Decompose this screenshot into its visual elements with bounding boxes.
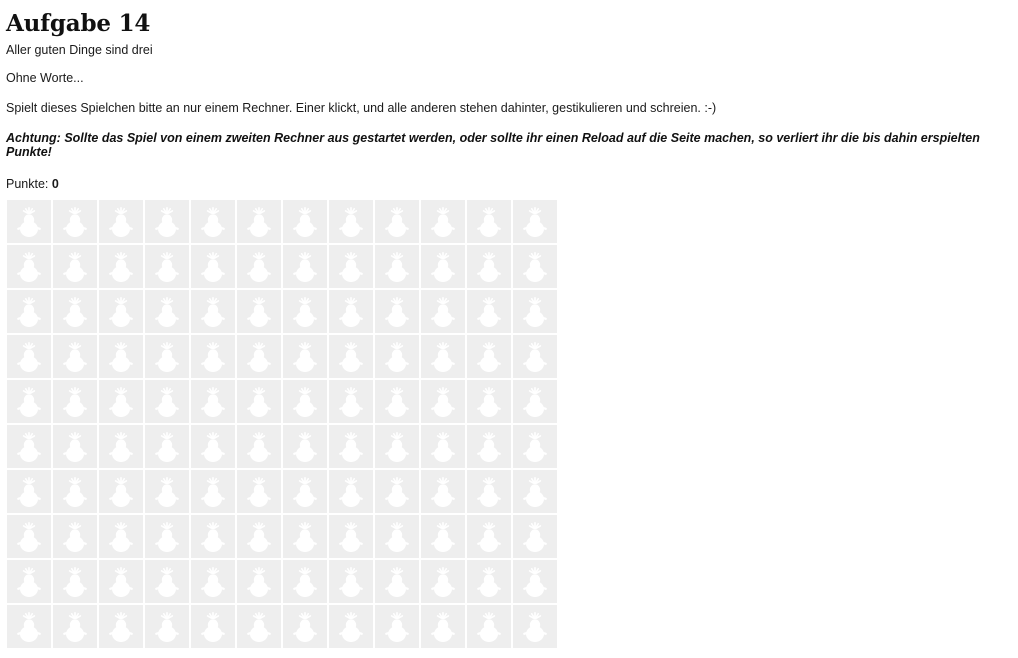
intro-paragraph-2: Spielt dieses Spielchen bitte an nur einem Rechner. Einer klickt, und alle anderen stehen dahinter, gestikulieren und schreien. :-) — [6, 101, 717, 115]
mole-icon — [152, 206, 182, 238]
mole-icon — [14, 521, 44, 553]
mole-cell[interactable] — [420, 289, 466, 334]
mole-cell[interactable] — [328, 199, 374, 244]
mole-icon — [290, 386, 320, 418]
mole-icon — [290, 341, 320, 373]
mole-cell[interactable] — [282, 334, 328, 379]
mole-icon — [14, 341, 44, 373]
mole-cell[interactable] — [144, 559, 190, 604]
mole-cell[interactable] — [374, 604, 420, 649]
mole-cell[interactable] — [52, 604, 98, 649]
mole-icon — [474, 386, 504, 418]
mole-cell[interactable] — [374, 289, 420, 334]
mole-cell[interactable] — [6, 424, 52, 469]
mole-cell[interactable] — [282, 289, 328, 334]
mole-icon — [60, 251, 90, 283]
mole-cell[interactable] — [374, 559, 420, 604]
mole-icon — [152, 611, 182, 643]
mole-icon — [14, 476, 44, 508]
mole-icon — [336, 611, 366, 643]
mole-icon — [474, 521, 504, 553]
mole-icon — [336, 341, 366, 373]
mole-icon — [336, 206, 366, 238]
mole-icon — [382, 206, 412, 238]
mole-icon — [244, 296, 274, 328]
mole-icon — [290, 611, 320, 643]
mole-icon — [428, 296, 458, 328]
mole-icon — [14, 566, 44, 598]
mole-icon — [60, 521, 90, 553]
mole-cell[interactable] — [190, 244, 236, 289]
mole-cell[interactable] — [6, 469, 52, 514]
mole-icon — [428, 386, 458, 418]
mole-grid — [6, 199, 558, 649]
score-label: Punkte: — [6, 177, 49, 191]
mole-icon — [106, 341, 136, 373]
mole-icon — [382, 386, 412, 418]
mole-icon — [198, 611, 228, 643]
mole-icon — [520, 206, 550, 238]
mole-cell[interactable] — [144, 469, 190, 514]
mole-icon — [14, 611, 44, 643]
mole-icon — [244, 206, 274, 238]
mole-cell[interactable] — [98, 379, 144, 424]
mole-icon — [60, 611, 90, 643]
mole-icon — [474, 476, 504, 508]
mole-icon — [14, 296, 44, 328]
mole-icon — [428, 566, 458, 598]
mole-icon — [198, 476, 228, 508]
mole-icon — [152, 431, 182, 463]
mole-cell[interactable] — [512, 334, 558, 379]
mole-icon — [382, 431, 412, 463]
mole-icon — [244, 251, 274, 283]
score-line — [6, 177, 1018, 191]
mole-icon — [152, 521, 182, 553]
mole-cell[interactable] — [190, 424, 236, 469]
mole-icon — [428, 251, 458, 283]
mole-cell[interactable] — [52, 514, 98, 559]
mole-cell[interactable] — [512, 514, 558, 559]
mole-icon — [106, 431, 136, 463]
warning-text: Achtung: Sollte das Spiel von einem zweiten Rechner aus gestartet werden, oder sollte ihr einen Reload auf die Seite machen, so verliert ihr die bis dahin erspielten Punkte! — [6, 131, 980, 159]
mole-icon — [520, 476, 550, 508]
mole-cell[interactable] — [512, 199, 558, 244]
mole-cell[interactable] — [236, 424, 282, 469]
mole-cell[interactable] — [512, 379, 558, 424]
mole-cell[interactable] — [52, 334, 98, 379]
mole-cell[interactable] — [512, 469, 558, 514]
mole-cell[interactable] — [6, 244, 52, 289]
mole-icon — [198, 296, 228, 328]
mole-cell[interactable] — [466, 424, 512, 469]
mole-icon — [198, 341, 228, 373]
mole-cell[interactable] — [144, 514, 190, 559]
mole-icon — [520, 431, 550, 463]
mole-icon — [290, 296, 320, 328]
mole-icon — [244, 521, 274, 553]
mole-icon — [198, 521, 228, 553]
mole-icon — [244, 386, 274, 418]
mole-cell[interactable] — [190, 559, 236, 604]
mole-icon — [428, 431, 458, 463]
mole-icon — [244, 476, 274, 508]
mole-icon — [244, 611, 274, 643]
mole-icon — [106, 386, 136, 418]
mole-icon — [520, 296, 550, 328]
mole-icon — [382, 566, 412, 598]
mole-cell[interactable] — [98, 199, 144, 244]
mole-cell[interactable] — [282, 604, 328, 649]
mole-cell[interactable] — [98, 334, 144, 379]
mole-cell[interactable] — [144, 199, 190, 244]
mole-cell[interactable] — [98, 469, 144, 514]
mole-icon — [198, 206, 228, 238]
mole-icon — [60, 431, 90, 463]
mole-cell[interactable] — [6, 334, 52, 379]
mole-cell[interactable] — [190, 289, 236, 334]
mole-cell[interactable] — [236, 559, 282, 604]
mole-icon — [474, 251, 504, 283]
mole-cell[interactable] — [374, 334, 420, 379]
mole-icon — [152, 251, 182, 283]
mole-cell[interactable] — [466, 244, 512, 289]
mole-icon — [244, 566, 274, 598]
mole-icon — [336, 386, 366, 418]
mole-cell[interactable] — [282, 379, 328, 424]
mole-icon — [198, 431, 228, 463]
mole-cell[interactable] — [144, 244, 190, 289]
mole-icon — [152, 341, 182, 373]
mole-cell[interactable] — [282, 424, 328, 469]
mole-icon — [198, 566, 228, 598]
mole-cell[interactable] — [420, 199, 466, 244]
mole-cell[interactable] — [236, 514, 282, 559]
mole-icon — [382, 611, 412, 643]
mole-icon — [290, 566, 320, 598]
page-title: Aufgabe 14 — [6, 10, 151, 37]
mole-icon — [60, 476, 90, 508]
mole-cell[interactable] — [420, 379, 466, 424]
mole-cell[interactable] — [282, 469, 328, 514]
mole-icon — [520, 566, 550, 598]
mole-cell[interactable] — [190, 199, 236, 244]
mole-icon — [152, 476, 182, 508]
mole-icon — [152, 566, 182, 598]
mole-icon — [474, 566, 504, 598]
mole-icon — [14, 386, 44, 418]
mole-cell[interactable] — [144, 424, 190, 469]
mole-cell[interactable] — [420, 604, 466, 649]
mole-icon — [474, 206, 504, 238]
page-subtitle: Aller guten Dinge sind drei — [6, 43, 153, 57]
mole-cell[interactable] — [144, 379, 190, 424]
mole-cell[interactable] — [190, 469, 236, 514]
mole-cell[interactable] — [328, 469, 374, 514]
mole-icon — [336, 251, 366, 283]
mole-icon — [14, 206, 44, 238]
mole-cell[interactable] — [282, 514, 328, 559]
mole-cell[interactable] — [6, 289, 52, 334]
mole-cell[interactable] — [98, 514, 144, 559]
mole-icon — [336, 521, 366, 553]
mole-cell[interactable] — [52, 244, 98, 289]
mole-cell[interactable] — [420, 514, 466, 559]
mole-icon — [520, 386, 550, 418]
mole-cell[interactable] — [6, 604, 52, 649]
mole-cell[interactable] — [236, 379, 282, 424]
mole-icon — [106, 566, 136, 598]
mole-cell[interactable] — [512, 424, 558, 469]
mole-cell[interactable] — [282, 199, 328, 244]
mole-cell[interactable] — [328, 289, 374, 334]
mole-cell[interactable] — [512, 289, 558, 334]
mole-cell[interactable] — [328, 424, 374, 469]
mole-cell[interactable] — [236, 334, 282, 379]
mole-icon — [336, 566, 366, 598]
mole-cell[interactable] — [236, 604, 282, 649]
mole-cell[interactable] — [512, 559, 558, 604]
mole-icon — [198, 251, 228, 283]
mole-cell[interactable] — [420, 334, 466, 379]
mole-icon — [290, 521, 320, 553]
mole-icon — [290, 251, 320, 283]
mole-icon — [474, 431, 504, 463]
mole-icon — [106, 296, 136, 328]
mole-icon — [152, 296, 182, 328]
mole-cell[interactable] — [328, 604, 374, 649]
mole-cell[interactable] — [374, 379, 420, 424]
mole-cell[interactable] — [52, 199, 98, 244]
mole-cell[interactable] — [6, 379, 52, 424]
mole-cell[interactable] — [52, 469, 98, 514]
mole-cell[interactable] — [420, 469, 466, 514]
mole-cell[interactable] — [328, 379, 374, 424]
mole-icon — [336, 476, 366, 508]
mole-cell[interactable] — [466, 289, 512, 334]
mole-cell[interactable] — [466, 559, 512, 604]
mole-icon — [428, 206, 458, 238]
mole-icon — [152, 386, 182, 418]
mole-icon — [474, 611, 504, 643]
mole-icon — [474, 341, 504, 373]
mole-cell[interactable] — [144, 604, 190, 649]
mole-icon — [520, 611, 550, 643]
mole-cell[interactable] — [328, 559, 374, 604]
mole-icon — [382, 476, 412, 508]
mole-cell[interactable] — [236, 199, 282, 244]
mole-icon — [290, 206, 320, 238]
mole-cell[interactable] — [466, 199, 512, 244]
mole-cell[interactable] — [512, 244, 558, 289]
mole-cell[interactable] — [144, 289, 190, 334]
mole-icon — [198, 386, 228, 418]
mole-cell[interactable] — [236, 289, 282, 334]
mole-icon — [382, 521, 412, 553]
mole-icon — [382, 251, 412, 283]
mole-icon — [428, 521, 458, 553]
mole-cell[interactable] — [6, 199, 52, 244]
mole-icon — [14, 251, 44, 283]
mole-icon — [428, 341, 458, 373]
mole-icon — [382, 296, 412, 328]
mole-cell[interactable] — [328, 514, 374, 559]
mole-cell[interactable] — [374, 514, 420, 559]
mole-icon — [520, 251, 550, 283]
mole-cell[interactable] — [144, 334, 190, 379]
mole-cell[interactable] — [190, 604, 236, 649]
mole-icon — [428, 476, 458, 508]
mole-cell[interactable] — [98, 289, 144, 334]
mole-icon — [244, 431, 274, 463]
mole-icon — [290, 476, 320, 508]
mole-icon — [520, 521, 550, 553]
mole-cell[interactable] — [328, 334, 374, 379]
mole-cell[interactable] — [6, 514, 52, 559]
mole-icon — [60, 386, 90, 418]
mole-icon — [382, 341, 412, 373]
mole-cell[interactable] — [466, 514, 512, 559]
mole-icon — [106, 251, 136, 283]
mole-cell[interactable] — [98, 424, 144, 469]
mole-cell[interactable] — [98, 559, 144, 604]
mole-cell[interactable] — [374, 424, 420, 469]
intro-paragraph-1: Ohne Worte... — [6, 71, 84, 85]
mole-icon — [474, 296, 504, 328]
mole-icon — [60, 341, 90, 373]
mole-icon — [60, 206, 90, 238]
mole-cell[interactable] — [236, 244, 282, 289]
mole-cell[interactable] — [190, 514, 236, 559]
mole-cell[interactable] — [328, 244, 374, 289]
mole-cell[interactable] — [52, 379, 98, 424]
mole-cell[interactable] — [466, 469, 512, 514]
mole-cell[interactable] — [466, 604, 512, 649]
mole-cell[interactable] — [190, 334, 236, 379]
mole-cell[interactable] — [420, 244, 466, 289]
mole-icon — [60, 566, 90, 598]
mole-cell[interactable] — [374, 199, 420, 244]
mole-icon — [14, 431, 44, 463]
mole-icon — [244, 341, 274, 373]
mole-cell[interactable] — [282, 244, 328, 289]
mole-cell[interactable] — [282, 559, 328, 604]
mole-cell[interactable] — [98, 244, 144, 289]
mole-icon — [106, 611, 136, 643]
mole-cell[interactable] — [236, 469, 282, 514]
mole-icon — [520, 341, 550, 373]
mole-cell[interactable] — [512, 604, 558, 649]
mole-cell[interactable] — [98, 604, 144, 649]
mole-cell[interactable] — [374, 469, 420, 514]
mole-cell[interactable] — [466, 379, 512, 424]
mole-cell[interactable] — [420, 424, 466, 469]
mole-cell[interactable] — [6, 559, 52, 604]
mole-cell[interactable] — [420, 559, 466, 604]
mole-icon — [60, 296, 90, 328]
mole-icon — [106, 476, 136, 508]
mole-icon — [428, 611, 458, 643]
mole-icon — [336, 431, 366, 463]
mole-cell[interactable] — [52, 559, 98, 604]
mole-icon — [106, 521, 136, 553]
score-value: 0 — [51, 177, 59, 191]
mole-cell[interactable] — [52, 289, 98, 334]
mole-icon — [106, 206, 136, 238]
mole-icon — [290, 431, 320, 463]
mole-cell[interactable] — [466, 334, 512, 379]
mole-cell[interactable] — [374, 244, 420, 289]
mole-icon — [336, 296, 366, 328]
mole-cell[interactable] — [52, 424, 98, 469]
mole-cell[interactable] — [190, 379, 236, 424]
